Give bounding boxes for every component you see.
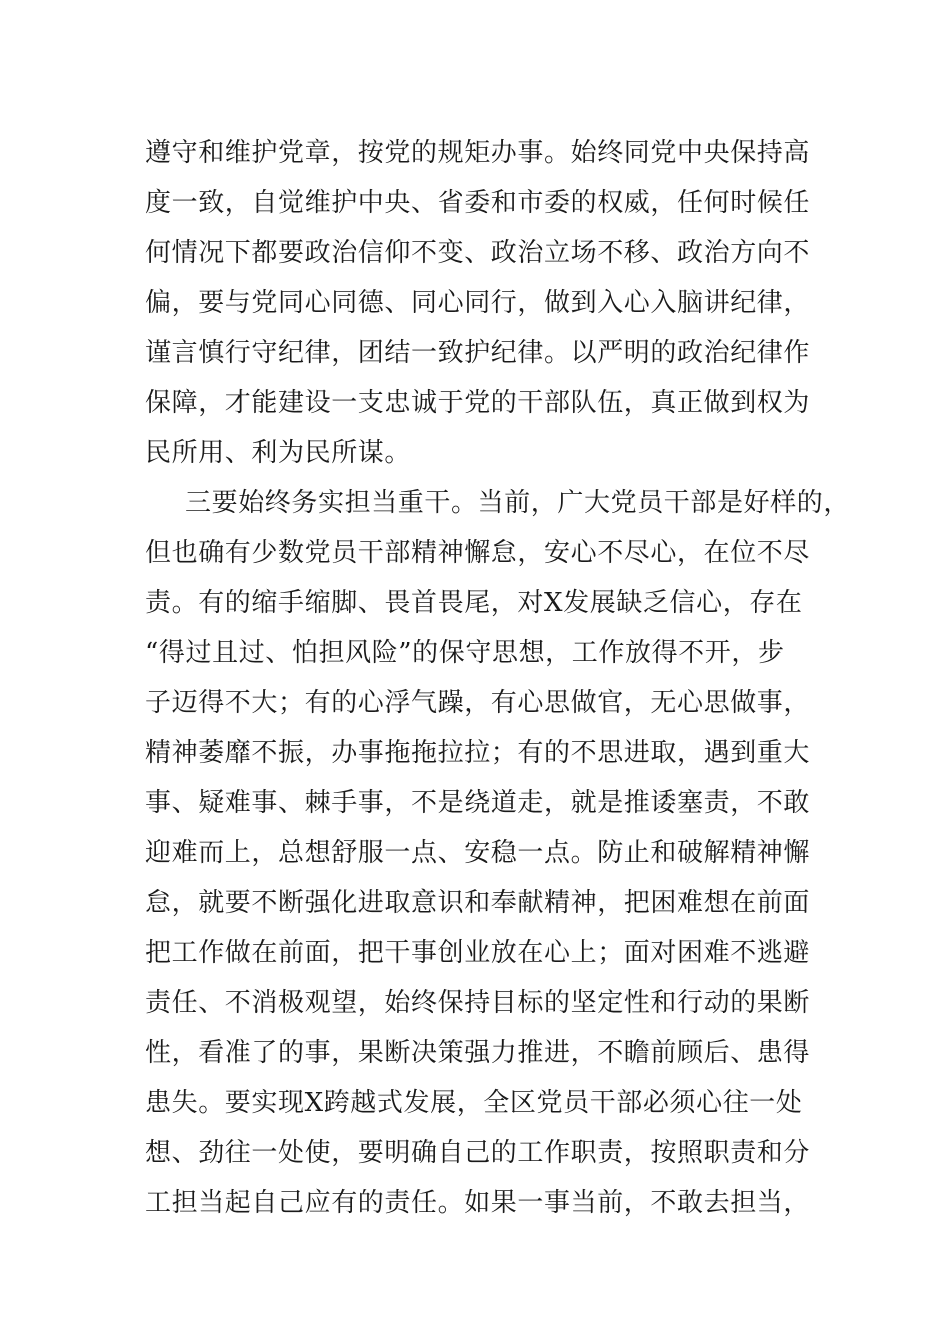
text-line: 责。有的缩手缩脚、畏首畏尾，对X发展缺乏信心，存在: [145, 588, 803, 618]
text-line: 遵守和维护党章，按党的规矩办事。始终同党中央保持高: [145, 138, 811, 168]
text-line: 想、劲往一处使，要明确自己的工作职责，按照职责和分: [145, 1138, 811, 1168]
text-line: 事、疑难事、棘手事，不是绕道走，就是推诿塞责，不敢: [145, 788, 811, 818]
text-line: 谨言慎行守纪律，团结一致护纪律。以严明的政治纪律作: [145, 338, 811, 368]
text-line: 迎难而上，总想舒服一点、安稳一点。防止和破解精神懈: [145, 838, 811, 868]
text-line: 把工作做在前面，把干事创业放在心上；面对困难不逃避: [145, 938, 811, 968]
text-line: 怠，就要不断强化进取意识和奉献精神，把困难想在前面: [145, 888, 811, 918]
paragraph-start-line: 三要始终务实担当重干。当前，广大党员干部是好样的，: [185, 488, 851, 518]
text-line: 但也确有少数党员干部精神懈怠，安心不尽心，在位不尽: [145, 538, 811, 568]
text-line: 度一致，自觉维护中央、省委和市委的权威，任何时候任: [145, 188, 811, 218]
text-line: 患失。要实现X跨越式发展，全区党员干部必须心往一处: [145, 1088, 803, 1118]
text-line: 性，看准了的事，果断决策强力推进，不瞻前顾后、患得: [145, 1038, 811, 1068]
text-line: 偏，要与党同心同德、同心同行，做到入心入脑讲纪律，: [145, 288, 811, 318]
text-line: 保障，才能建设一支忠诚于党的干部队伍，真正做到权为: [145, 388, 811, 418]
text-line: “得过且过、怕担风险”的保守思想，工作放得不开，步: [145, 638, 785, 668]
text-line: 何情况下都要政治信仰不变、政治立场不移、政治方向不: [145, 238, 811, 268]
text-line: 工担当起自己应有的责任。如果一事当前，不敢去担当，: [145, 1188, 811, 1218]
text-line: 责任、不消极观望，始终保持目标的坚定性和行动的果断: [145, 988, 811, 1018]
text-line: 精神萎靡不振，办事拖拖拉拉；有的不思进取，遇到重大: [145, 738, 811, 768]
text-line: 民所用、利为民所谋。: [145, 438, 412, 468]
text-line: 子迈得不大；有的心浮气躁，有心思做官，无心思做事，: [145, 688, 811, 718]
